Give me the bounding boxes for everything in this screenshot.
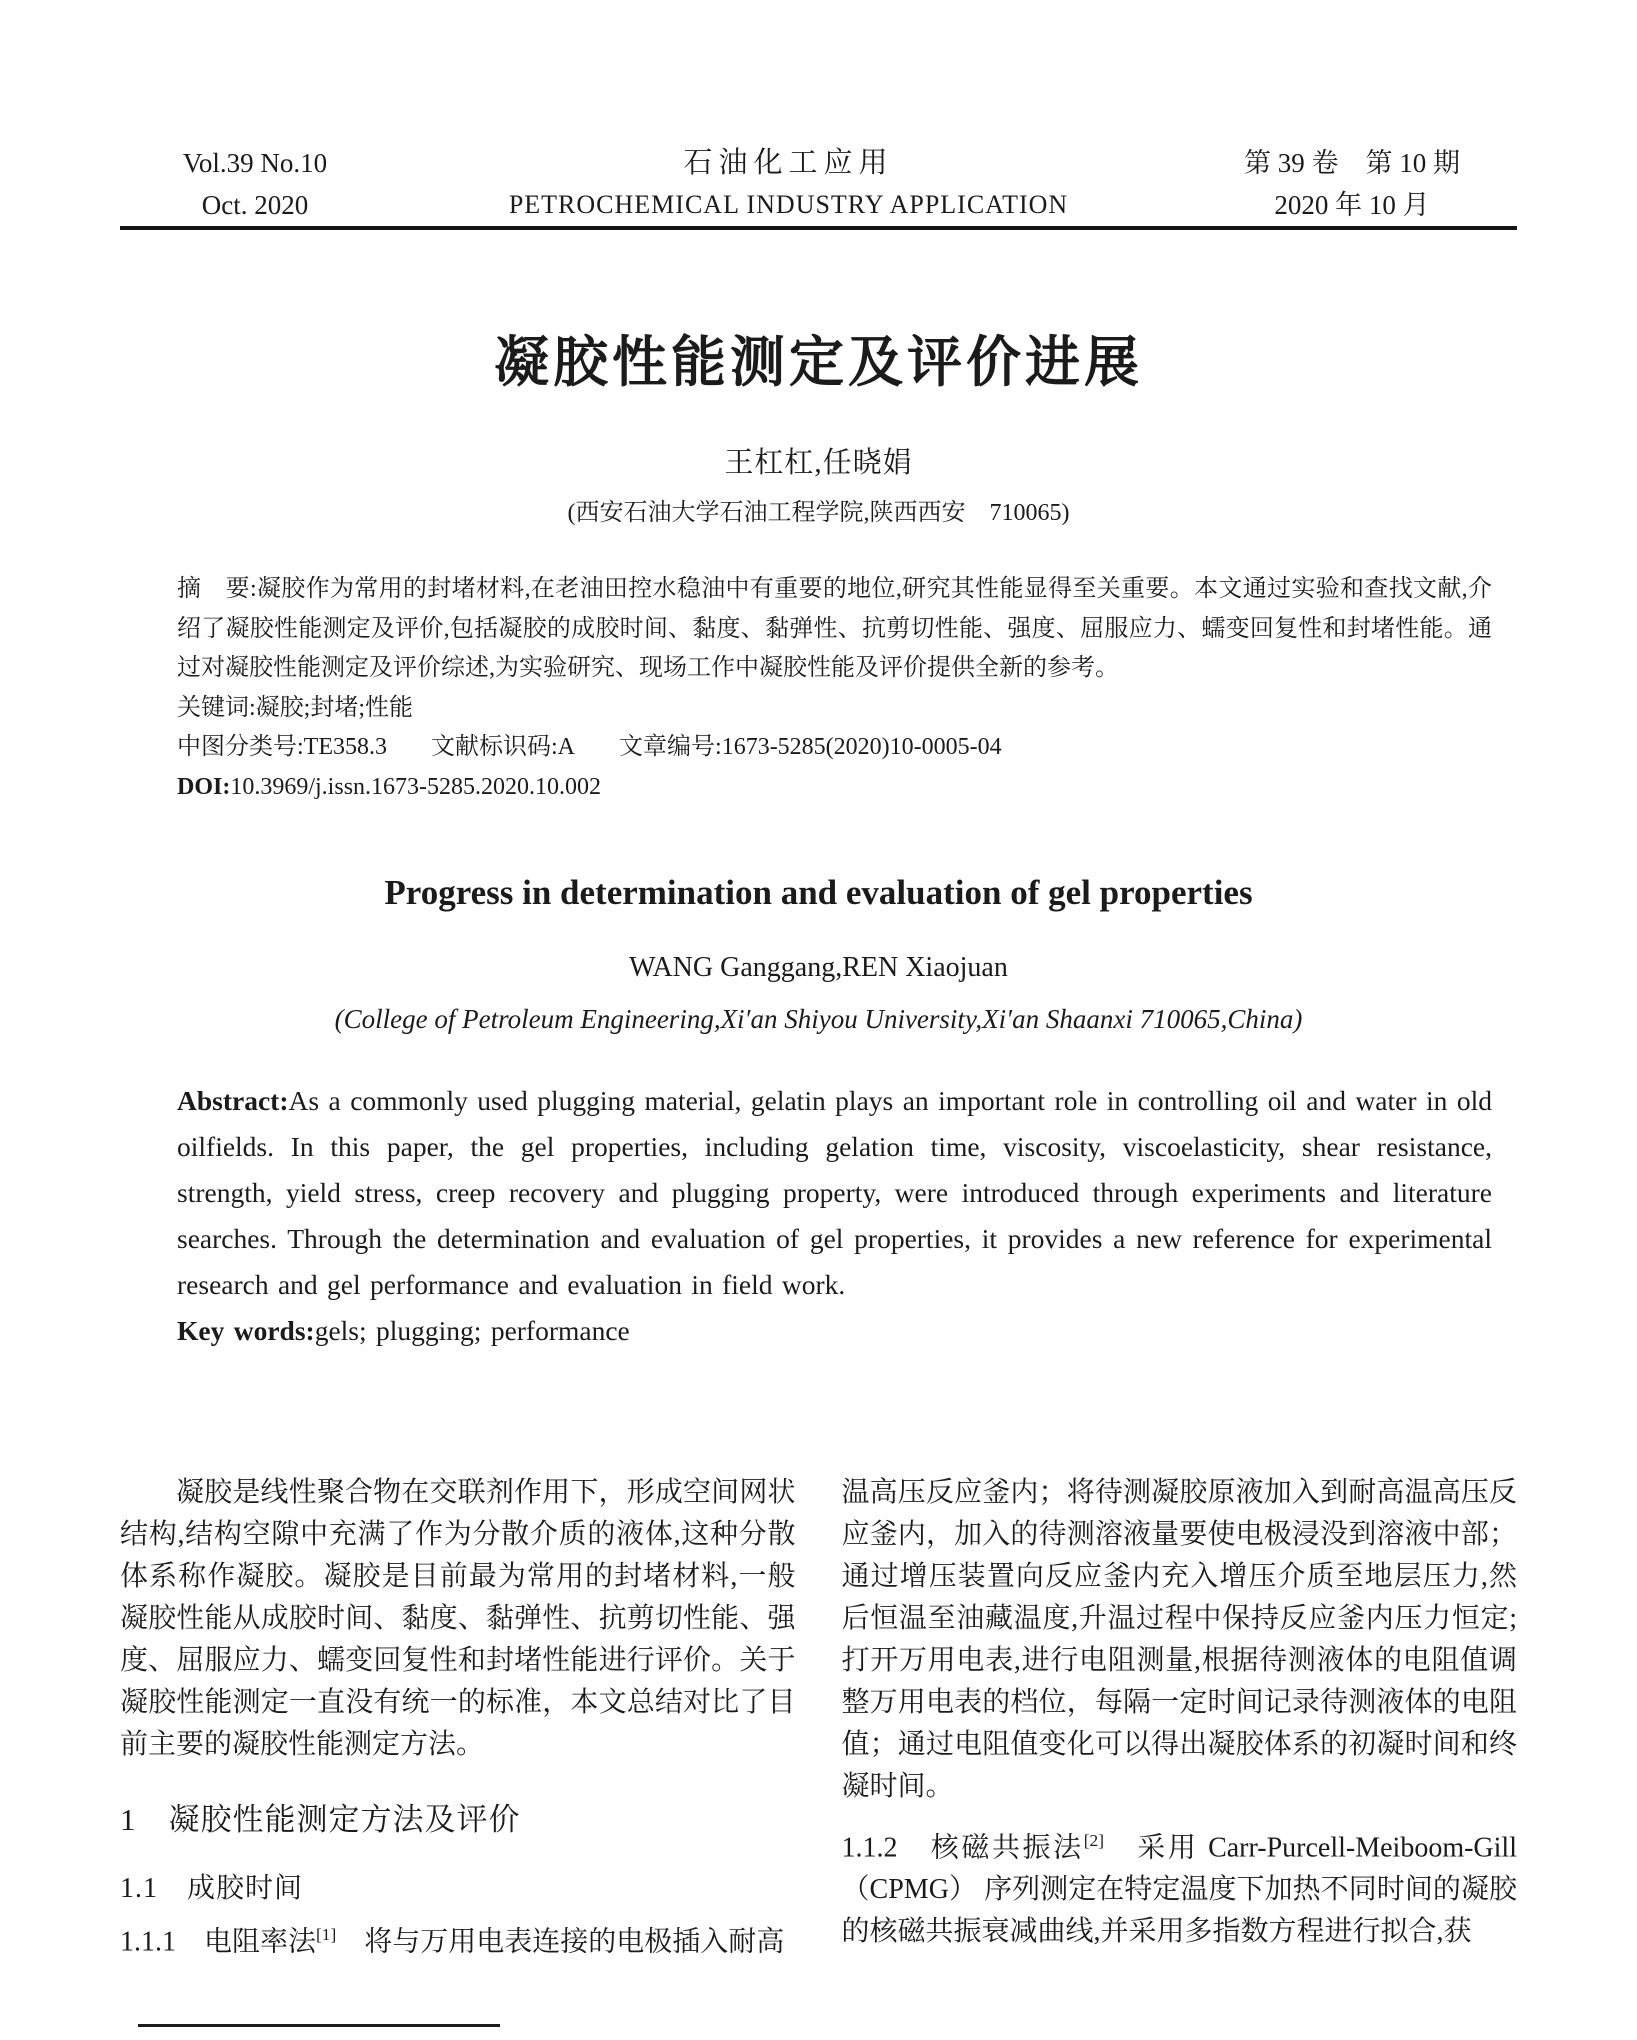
volume-issue-zh: 第 39 卷 第 10 期: [1244, 148, 1460, 178]
method-1-1-2-text: 采用 Carr-Purcell-Meiboom-Gill（CPMG） 序列测定在特定温度下加热不同时间的凝胶的核磁共振衰减曲线,并采用多指数方程进行拟合,获: [841, 1832, 1517, 1948]
article-title-zh: 凝胶性能测定及评价进展: [493, 332, 1143, 393]
journal-header: [120, 142, 1517, 226]
section-1-1-1-paragraph: [120, 1914, 796, 1963]
method-1-1-2-label: 1.1.2 核磁共振法: [841, 1832, 1084, 1864]
journal-name-en: PETROCHEMICAL INDUSTRY APPLICATION: [508, 190, 1069, 219]
doc-code-value: A: [557, 734, 576, 760]
authors-zh: 王杠杠,任晓娟: [724, 447, 913, 479]
continuation-paragraph: 温高压反应釜内；将待测凝胶原液加入到耐高温高压反应釜内，加入的待测溶液量要使电极浸没到溶液中部；通过增压装置向反应釜内充入增压介质至地层压力,然后恒温至油藏温度,升温过程中保持反应釜内压力恒定;打开万用电表,进行电阻测量,根据待测液体的电阻值调整万用电表的档位，每隔一定时间记录待测液体的电阻值；通过电阻值变化可以得出凝胶体系的初凝时间和终凝时间。: [841, 1477, 1517, 1802]
doc-code-label: 文献标识码:: [431, 734, 558, 760]
keywords-line-en: [177, 1308, 1492, 1354]
article-id-value: 1673-5285(2020)10-0005-04: [721, 734, 1002, 760]
section-1-1-heading: 1.1 成胶时间: [120, 1873, 304, 1904]
article-id-label: 文章编号:: [619, 734, 722, 760]
section-1-1-2-paragraph: [842, 1820, 1518, 1953]
abstract-block-en: [177, 1078, 1492, 1354]
abstract-text-zh: 凝胶作为常用的封堵材料,在老油田控水稳油中有重要的地位,研究其性能显得至关重要。本文通过实验和查找文献,介绍了凝胶性能测定及评价,包括凝胶的成胶时间、黏度、黏弹性、抗剪切性能、强度、屈服应力、蠕变回复性和封堵性能。通过对凝胶性能测定及评价综述,为实验研究、现场工作中凝胶性能及评价提供全新的参考。: [177, 576, 1492, 681]
header-volume-issue: [120, 142, 390, 226]
abstract-label-en: Abstract:: [177, 1085, 289, 1116]
volume-number: Vol.39 No.10: [182, 148, 328, 178]
article-title-en: Progress in determination and evaluation of gel properties: [384, 873, 1253, 912]
abstract-label-zh: 摘 要:: [177, 576, 257, 602]
keywords-line-zh: [177, 689, 1492, 729]
authors-en: WANG Ganggang,REN Xiaojuan: [629, 952, 1008, 983]
abstract-paragraph-en: [177, 1078, 1492, 1308]
header-divider-rule: [120, 226, 1517, 230]
keywords-label-zh: 关键词:: [177, 694, 256, 721]
left-column: [120, 1472, 796, 1963]
affiliation-en: (College of Petroleum Engineering,Xi′an Shiyou University,Xi′an Shaanxi 710065,China): [334, 1004, 1303, 1034]
section-1-heading: 1 凝胶性能测定方法及评价: [120, 1802, 521, 1837]
abstract-text-en: As a commonly used plugging material, gelatin plays an important role in controlling oil and water in old oilfields. In this paper, the gel properties, including gelation time, viscosity, viscoelasticity, shear resistance, strength, yield stress, creep recovery and plugging property, were introduced through experiments and literature searches. Through the determination and evaluation of gel properties, it provides a new reference for experimental research and gel performance and evaluation in field work.: [177, 1085, 1492, 1300]
doi-line: [177, 768, 1492, 808]
abstract-paragraph-zh: [177, 570, 1492, 689]
journal-name: [390, 142, 1187, 226]
issue-date-en: Oct. 2020: [201, 190, 309, 220]
clc-label: 中图分类号:: [177, 734, 304, 760]
affiliation-zh: (西安石油大学石油工程学院,陕西西安 710065): [567, 500, 1070, 526]
classification-line: [177, 728, 1492, 768]
doi-value: 10.3969/j.issn.1673-5285.2020.10.002: [230, 773, 602, 800]
keywords-text-zh: 凝胶;封堵;性能: [255, 694, 414, 721]
doi-label: DOI:: [177, 773, 231, 800]
keywords-label-en: Key words:: [177, 1315, 315, 1346]
abstract-block-zh: [177, 570, 1492, 807]
method-1-1-1-label: 1.1.1 电阻率法: [120, 1926, 317, 1958]
method-1-1-1-text: 将与万用电表连接的电极插入耐高: [336, 1926, 785, 1958]
journal-name-zh: 石油化工应用: [683, 147, 894, 179]
footnote-separator-rule: [138, 2024, 500, 2027]
header-volume-issue-zh: [1187, 142, 1517, 226]
clc-value: TE358.3: [303, 734, 387, 760]
right-column: [842, 1472, 1518, 1963]
reference-1-superscript: [1]: [316, 1925, 337, 1944]
reference-2-superscript: [2]: [1083, 1831, 1105, 1850]
body-columns: [120, 1472, 1517, 1963]
intro-paragraph: 凝胶是线性聚合物在交联剂作用下，形成空间网状结构,结构空隙中充满了作为分散介质的液体,这种分散体系称作凝胶。凝胶是目前最为常用的封堵材料,一般凝胶性能从成胶时间、黏度、黏弹性、抗剪切性能、强度、屈服应力、蠕变回复性和封堵性能进行评价。关于凝胶性能测定一直没有统一的标准，本文总结对比了目前主要的凝胶性能测定方法。: [120, 1477, 796, 1760]
keywords-text-en: gels; plugging; performance: [314, 1315, 630, 1346]
issue-date-zh: 2020 年 10 月: [1274, 190, 1430, 220]
